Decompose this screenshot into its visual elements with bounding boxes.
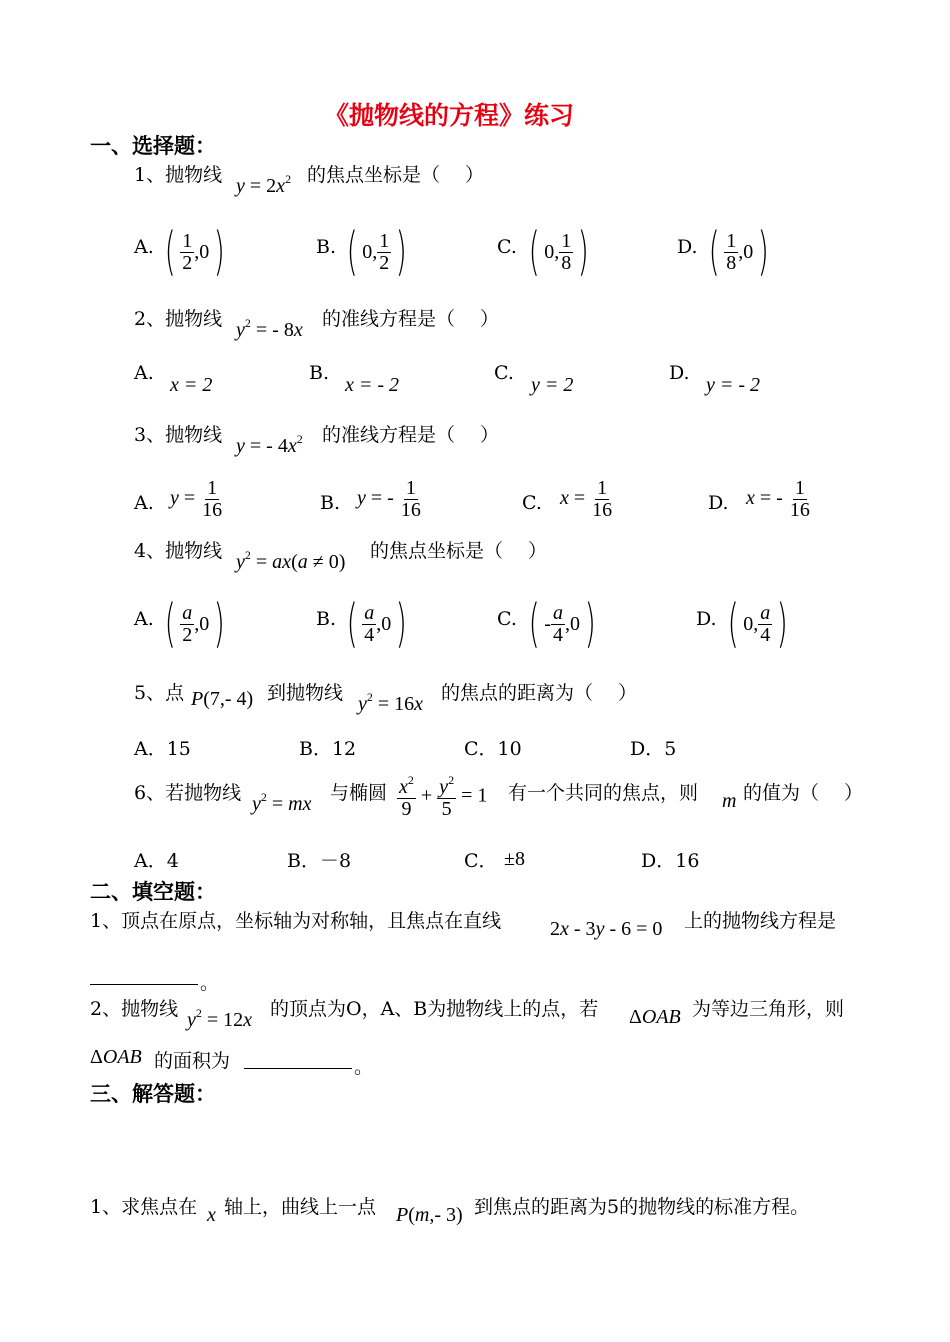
fill1-prefix: 1、顶点在原点，坐标轴为对称轴，且焦点在直线 [90, 910, 502, 932]
q3-option-a-value: y = $\frac{1}{16}$ [170, 477, 223, 521]
q4-option-a-label: A. [134, 608, 154, 630]
q6-option-c-value: ±8 [504, 848, 525, 870]
q2-option-a-label: A. [134, 362, 154, 384]
q3-equation: y = - $4x^2$ [236, 432, 303, 457]
fill2-line2: 的面积为 [154, 1050, 231, 1072]
q1-option-d-label: D. [677, 236, 698, 258]
q2-option-b-value: x = - 2 [345, 374, 400, 396]
q5-option-c: C．10 [464, 738, 522, 760]
q3-option-b-value: y = - $\frac{1}{16}$ [357, 477, 421, 521]
q5-option-b: B．12 [299, 738, 357, 760]
solve1-prefix: 1、求焦点在 [90, 1196, 198, 1218]
q6-option-d: D．16 [641, 850, 700, 872]
q6-suffix: 的值为（ ） [743, 782, 864, 804]
q1-option-c-value: ( 0, $\frac{1}{8}$ ) [528, 222, 590, 282]
fill2-triangle-2: ΔOAB [90, 1046, 142, 1068]
q1-prefix: 1、抛物线 [134, 164, 223, 186]
q5-equation: $y^2 = 16x$ [358, 690, 424, 715]
q6-ellipse: $\frac{x^2}{9}$ + $\frac{y^2}{5}$ = 1 [399, 773, 488, 820]
q1-option-d-value: ( $\frac{1}{8}$ ,0 ) [708, 222, 770, 282]
solve1-var-x: x [207, 1204, 216, 1226]
q3-option-c-value: x = $\frac{1}{16}$ [560, 477, 613, 521]
page-title: 《抛物线的方程》练习 [324, 101, 575, 130]
fill1-end: 。 [200, 972, 220, 994]
fill1-suffix: 上的抛物线方程是 [684, 910, 837, 932]
q3-option-b-label: B. [320, 492, 341, 514]
q5-option-a: A．15 [134, 738, 191, 760]
q3-option-d-value: x = - $\frac{1}{16}$ [746, 477, 810, 521]
fill2-equation: $y^2 = 12x$ [187, 1006, 253, 1031]
q4-suffix: 的焦点坐标是（ ） [370, 540, 548, 562]
fill1-answer-blank[interactable] [90, 966, 198, 989]
q2-option-d-label: D. [669, 362, 690, 384]
q4-option-d-label: D. [696, 608, 717, 630]
fill2-suffix: 为等边三角形，则 [692, 998, 845, 1020]
fill2-prefix: 2、抛物线 [90, 998, 179, 1020]
q3-suffix: 的准线方程是（ ） [322, 424, 500, 446]
q2-option-b-label: B. [309, 362, 330, 384]
q3-option-d-label: D. [708, 492, 729, 514]
q1-option-b-value: ( 0, $\frac{1}{2}$ ) [346, 222, 408, 282]
solve1-suffix: 到焦点的距离为5的抛物线的标准方程。 [474, 1196, 810, 1218]
q4-option-c-label: C. [497, 608, 517, 630]
q3-prefix: 3、抛物线 [134, 424, 223, 446]
q4-option-b-label: B. [316, 608, 337, 630]
solve1-mid: 轴上，曲线上一点 [224, 1196, 377, 1218]
q4-option-a-value: ( $\frac{a}{2}$ ,0 ) [164, 594, 226, 654]
q4-prefix: 4、抛物线 [134, 540, 223, 562]
q2-option-a-value: x = 2 [170, 374, 213, 396]
q4-equation: $y^2 = ax(a \ne 0)$ [236, 548, 346, 573]
q2-equation: $y^2$ = - 8x [236, 316, 303, 341]
q2-option-c-label: C. [494, 362, 514, 384]
fill1-line-equation: 2x - 3y - 6 = 0 [550, 918, 663, 940]
q1-option-a-label: A. [134, 236, 154, 258]
fill2-triangle: ΔOAB [629, 1006, 681, 1028]
q4-option-b-value: ( $\frac{a}{4}$ ,0 ) [346, 594, 408, 654]
section-solve-heading: 三、解答题： [90, 1082, 216, 1106]
fill2-end: 。 [354, 1056, 374, 1078]
q6-mid: 与椭圆 [330, 782, 388, 804]
fill2-answer-blank[interactable] [244, 1050, 352, 1073]
q1-equation: $y = 2x^2$ [236, 172, 292, 197]
q4-option-d-value: ( 0, $\frac{a}{4}$ ) [727, 594, 789, 654]
q6-option-b: B．－8 [287, 850, 352, 872]
q5-option-d: D．5 [630, 738, 677, 760]
q1-option-a-value: ( $\frac{1}{2}$ ,0 ) [164, 222, 226, 282]
q6-option-a: A．4 [134, 850, 179, 872]
q6-option-c-label: C． [464, 850, 498, 872]
section-choice-heading: 一、选择题： [90, 134, 216, 158]
q3-option-a-label: A. [134, 492, 154, 514]
q6-parabola: $y^2$ = mx [252, 790, 312, 815]
q2-option-c-value: y = 2 [531, 374, 574, 396]
q5-suffix: 的焦点的距离为（ ） [441, 682, 638, 704]
q5-point: P(7,- 4) [191, 688, 254, 710]
solve1-point: P(m,- 3) [396, 1204, 463, 1226]
q6-var-m: m [722, 790, 737, 812]
fill2-mid: 的顶点为O，A、B为抛物线上的点，若 [270, 998, 599, 1020]
q6-prefix: 6、若抛物线 [134, 782, 242, 804]
q1-option-b-label: B. [316, 236, 337, 258]
q2-suffix: 的准线方程是（ ） [322, 308, 500, 330]
q4-option-c-value: ( - $\frac{a}{4}$ ,0 ) [528, 594, 596, 654]
q2-prefix: 2、抛物线 [134, 308, 223, 330]
q1-suffix: 的焦点坐标是（ ） [307, 164, 485, 186]
section-fill-heading: 二、填空题： [90, 880, 216, 904]
q5-mid: 到抛物线 [267, 682, 344, 704]
q1-option-c-label: C. [497, 236, 517, 258]
q3-option-c-label: C. [522, 492, 542, 514]
q2-option-d-value: y = - 2 [706, 374, 761, 396]
q5-prefix: 5、点 [134, 682, 185, 704]
q6-mid2: 有一个共同的焦点，则 [508, 782, 699, 804]
